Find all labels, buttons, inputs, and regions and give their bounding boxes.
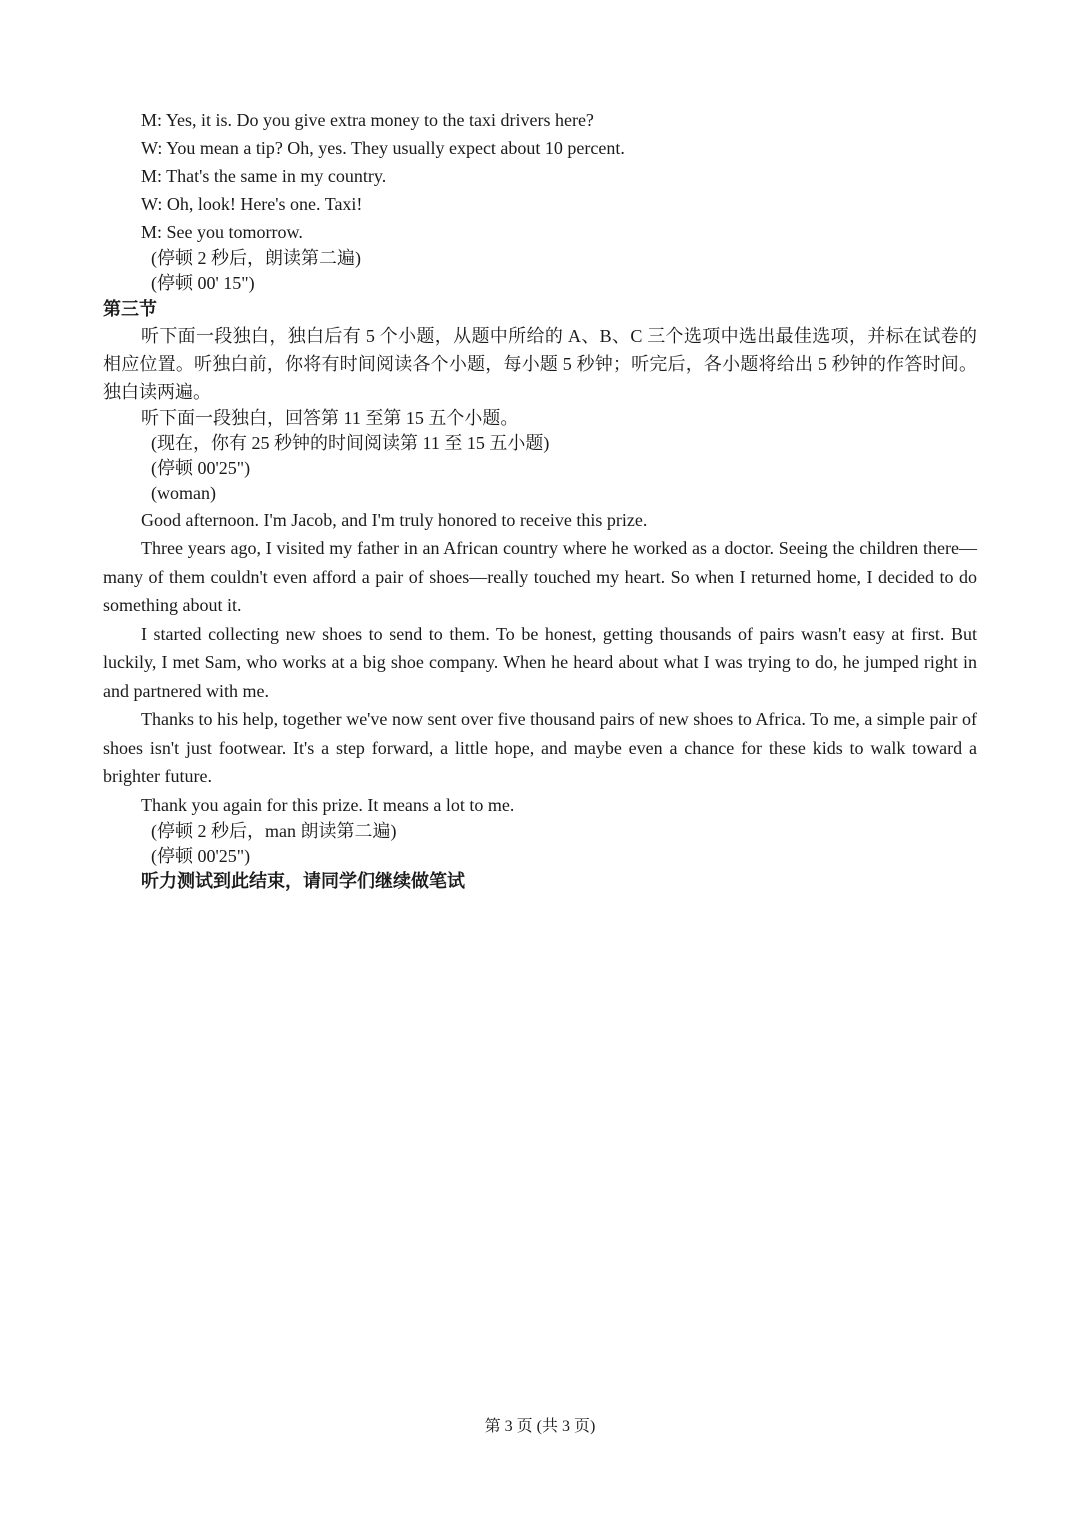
pause-note: (停顿 00'25") xyxy=(151,458,251,478)
dialogue-line: M: That's the same in my country. xyxy=(141,166,387,186)
dialogue-line: W: Oh, look! Here's one. Taxi! xyxy=(141,194,363,214)
end-notice: 听力测试到此结束，请同学们继续做笔试 xyxy=(141,870,465,891)
monologue-paragraph: I started collecting new shoes to send to them. To be honest, getting thousands of pairs wasn't easy at first. But luckily, I met Sam, who works at a big shoe company. When he heard about what I was trying to do, he jumped right in and partnered with me. xyxy=(103,623,977,701)
listen-prompt: 听下面一段独白，回答第 11 至第 15 五个小题。 xyxy=(141,408,519,428)
monologue-paragraph: Thanks to his help, together we've now sent over five thousand pairs of new shoes to Africa. To me, a simple pair of shoes isn't just footwear. It's a step forward, a little hope, and maybe even a chance for these kids to walk toward a brighter future. xyxy=(103,709,977,786)
pause-note: (停顿 2 秒后，朗读第二遍) xyxy=(151,248,361,268)
pause-note: (停顿 2 秒后，man 朗读第二遍) xyxy=(151,820,397,841)
dialogue-line: W: You mean a tip? Oh, yes. They usually expect about 10 percent. xyxy=(141,138,625,158)
pause-note: (停顿 00'25") xyxy=(151,845,251,866)
page-content xyxy=(103,106,977,894)
monologue-paragraph: Thank you again for this prize. It means a lot to me. xyxy=(141,794,515,815)
monologue-paragraph: Good afternoon. I'm Jacob, and I'm truly honored to receive this prize. xyxy=(141,510,648,530)
section-instructions: 听下面一段独白，独白后有 5 个小题，从题中所给的 A、B、C 三个选项中选出最佳选项，并标在试卷的相应位置。听独白前，你将有时间阅读各个小题，每小题 5 秒钟；听完后，各小题将给出 5 秒钟的作答时间。独白读两遍。 xyxy=(103,326,977,402)
pause-note: (停顿 00' 15") xyxy=(151,273,255,293)
dialogue-line: M: Yes, it is. Do you give extra money to the taxi drivers here? xyxy=(141,110,594,130)
reading-time-note: (现在，你有 25 秒钟的时间阅读第 11 至 15 五小题) xyxy=(151,433,550,453)
page-footer: 第 3 页 (共 3 页) xyxy=(484,1418,596,1435)
section-title: 第三节 xyxy=(103,299,157,319)
speaker-label: (woman) xyxy=(151,483,216,503)
monologue-paragraph: Three years ago, I visited my father in an African country where he worked as a doctor. Seeing the children there—many of them couldn't even afford a pair of shoes—really touched my heart. So when I returned home, I decided to do something about it. xyxy=(103,538,977,615)
dialogue-line: M: See you tomorrow. xyxy=(141,222,303,242)
